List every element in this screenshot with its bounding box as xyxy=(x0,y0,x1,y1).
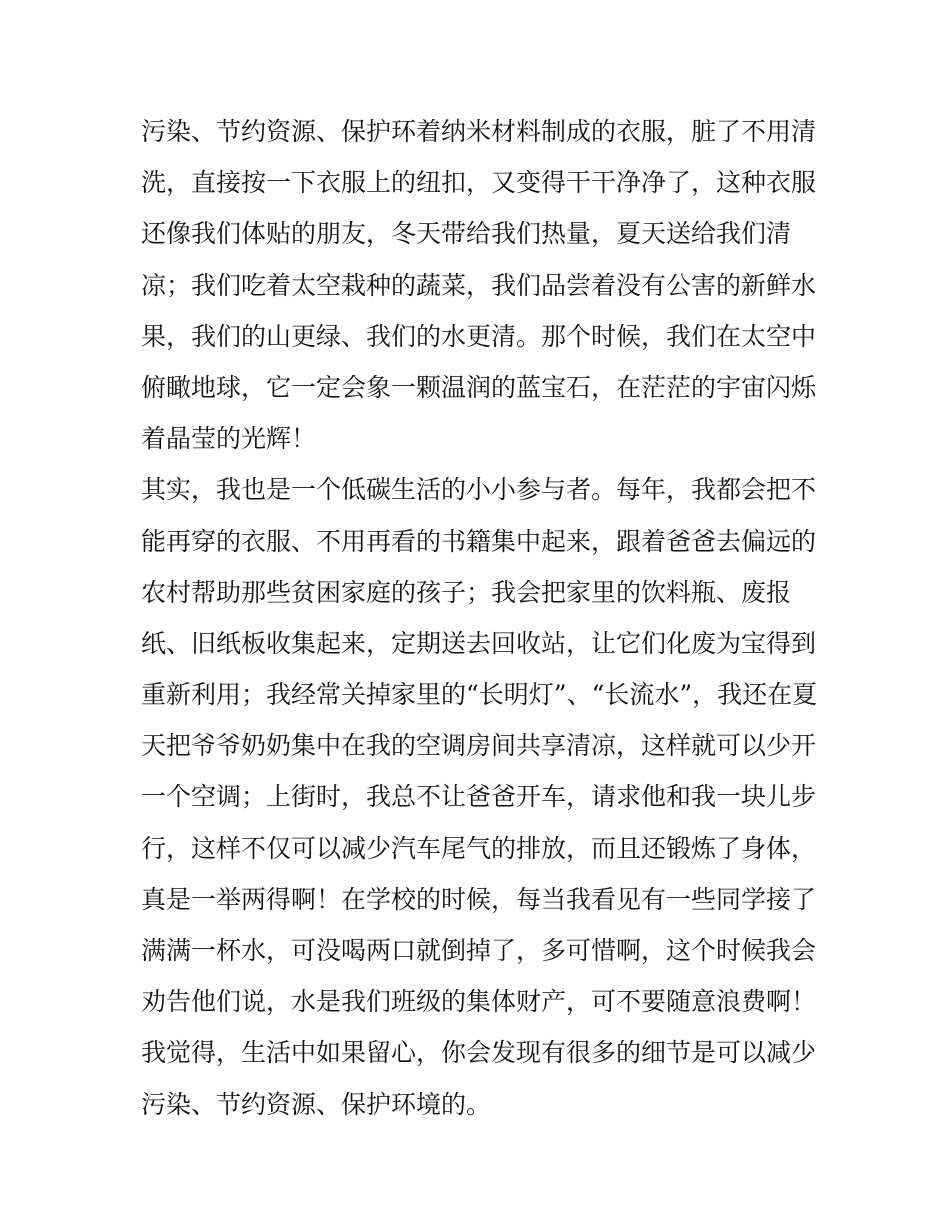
text-line: 农村帮助那些贫困家庭的孩子；我会把家里的饮料瓶、废报 xyxy=(141,577,792,607)
text-line: 劝告他们说，水是我们班级的集体财产，可不要随意浪费啊！ xyxy=(141,987,817,1017)
text-line: 着晶莹的光辉！ xyxy=(141,424,317,454)
text-line: 一个空调；上街时，我总不让爸爸开车，请求他和我一块儿步 xyxy=(141,782,817,812)
text-line: 俯瞰地球，它一定会象一颗温润的蓝宝石，在茫茫的宇宙闪烁 xyxy=(141,372,817,402)
text-line: 重新利用；我经常关掉家里的“长明灯”、“长流水”，我还在夏 xyxy=(141,680,818,710)
text-line: 果，我们的山更绿、我们的水更清。那个时候，我们在太空中 xyxy=(141,321,817,351)
text-line: 我觉得，生活中如果留心，你会发现有很多的细节是可以减少 xyxy=(141,1038,817,1068)
text-line: 真是一举两得啊！在学校的时候，每当我看见有一些同学接了 xyxy=(141,884,817,914)
text-line: 其实，我也是一个低碳生活的小小参与者。每年，我都会把不 xyxy=(141,475,817,505)
text-line: 天把爷爷奶奶集中在我的空调房间共享清凉，这样就可以少开 xyxy=(141,731,817,761)
essay-text xyxy=(141,106,821,1130)
text-line: 凉；我们吃着太空栽种的蔬菜，我们品尝着没有公害的新鲜水 xyxy=(141,270,817,300)
text-line: 污染、节约资源、保护环着纳米材料制成的衣服，脏了不用清 xyxy=(141,117,817,146)
text-line: 能再穿的衣服、不用再看的书籍集中起来，跟着爸爸去偏远的 xyxy=(141,526,817,556)
text-line: 行，这样不仅可以减少汽车尾气的排放，而且还锻炼了身体， xyxy=(141,833,817,863)
text-line: 洗，直接按一下衣服上的纽扣，又变得干干净净了，这种衣服 xyxy=(141,168,817,198)
text-line: 污染、节约资源、保护环境的。 xyxy=(141,1089,492,1119)
text-line: 还像我们体贴的朋友，冬天带给我们热量，夏天送给我们清 xyxy=(141,219,792,249)
text-line: 满满一杯水，可没喝两口就倒掉了，多可惜啊，这个时候我会 xyxy=(141,936,817,965)
text-line: 纸、旧纸板收集起来，定期送去回收站，让它们化废为宝得到 xyxy=(141,628,817,658)
